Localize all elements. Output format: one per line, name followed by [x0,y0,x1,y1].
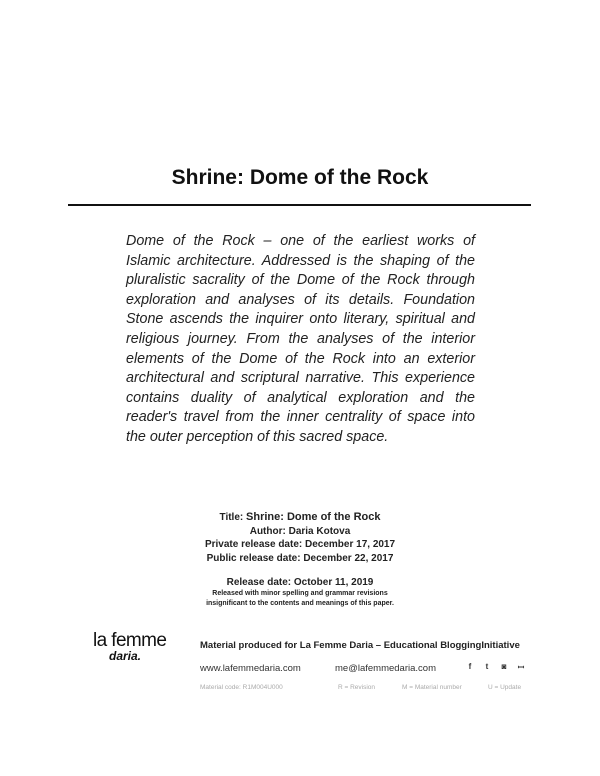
meta-title-label: Title: [219,512,244,523]
legend-material-number: M = Material number [402,684,462,691]
instagram-icon[interactable]: ◙ [501,662,507,671]
email-link[interactable]: me@lafemmedaria.com [335,663,436,674]
meta-private-release: Private release date: December 17, 2017 [204,539,396,550]
abstract-text: Dome of the Rock – one of the earliest works of Islamic architecture. Addressed is the shaping of the pluralistic sacrality of the Dome of the Rock through exploration and analyses of its details. Foundation Stone ascends the inquirer onto literary, spiritual and religious journey. From the analyses of the interior elements of the Dome of the Rock into an exterior architectural and scriptural narrative. This experience contains duality of analytical exploration and the reader's travel from the inner centrality of space into the outer perception of this sacred space. [126,233,475,445]
legend-revision: R = Revision [338,684,376,691]
twitter-icon[interactable]: t [485,662,489,671]
facebook-icon[interactable]: f [468,662,472,671]
meta-title-value: Shrine: Dome of the Rock [246,511,381,523]
title-divider [68,204,531,206]
produced-by-text: Material produced for La Femme Daria – Educational BloggingInitiative [200,640,520,651]
meta-author: Author: Daria Kotova [249,525,351,537]
meta-title-line [0,511,600,525]
legend-update: U = Update [488,684,522,691]
material-code: Material code: R1M004U000 [200,684,283,691]
release-note-line-2: insignificant to the contents and meanings of this paper. [206,599,394,607]
document-title: Shrine: Dome of the Rock [171,166,429,189]
logo-line-2: daria. [109,649,142,663]
release-info [0,577,600,608]
meta-public-release: Public release date: December 22, 2017 [206,552,394,564]
social-icons [466,662,525,673]
release-note-line-1: Released with minor spelling and grammar revisions [212,590,388,597]
la-femme-daria-logo [93,630,173,669]
logo-line-1: la femme [93,630,167,651]
website-link[interactable]: www.lafemmedaria.com [200,663,301,674]
document-metadata [0,511,600,565]
rss-icon[interactable]: ꟷ [517,663,525,672]
release-date: Release date: October 11, 2019 [226,577,374,588]
